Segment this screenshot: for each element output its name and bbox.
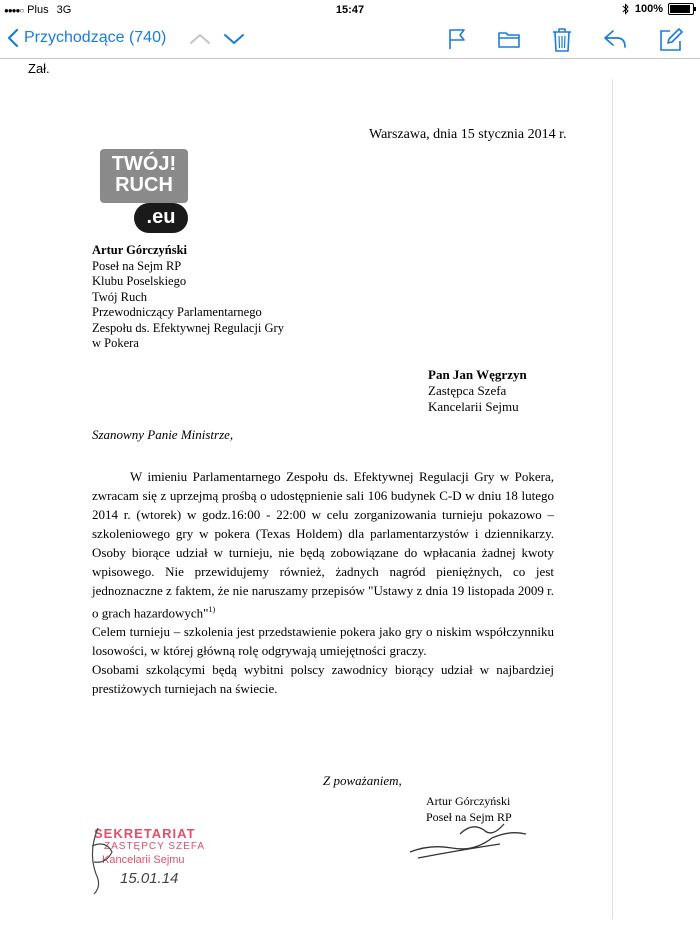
battery-fill xyxy=(670,5,690,13)
network-label: 3G xyxy=(56,4,72,16)
compose-icon[interactable] xyxy=(658,27,684,53)
recipient-name: Pan Jan Węgrzyn xyxy=(428,367,527,382)
stamp-line: ZASTĘPCY SZEFA xyxy=(104,841,206,852)
flag-icon[interactable] xyxy=(446,27,468,51)
back-button[interactable] xyxy=(6,28,166,48)
status-bar xyxy=(0,0,700,20)
back-button-label: Przychodzące (740) xyxy=(24,29,167,46)
footnote-mark: 1) xyxy=(208,605,216,614)
sender-line: Poseł na Sejm RP xyxy=(92,258,182,273)
scan-edge xyxy=(612,79,613,919)
attachment-label: Zał. xyxy=(28,61,50,76)
battery-percent: 100% xyxy=(634,3,663,15)
closing: Z poważaniem, xyxy=(323,773,402,788)
attachment-document xyxy=(0,59,700,933)
sender-line: Zespołu ds. Efektywnej Regulacji Gry xyxy=(92,320,284,335)
stamp-initials-scribble xyxy=(86,822,126,897)
sender-line: Przewodniczący Parlamentarnego xyxy=(92,305,262,319)
bluetooth-icon xyxy=(622,3,630,15)
registry-stamp xyxy=(86,822,221,897)
folder-icon[interactable] xyxy=(497,27,521,51)
recipient-line: Zastępca Szefa xyxy=(428,383,507,398)
recipient-line: Kancelarii Sejmu xyxy=(428,399,519,414)
reply-icon[interactable] xyxy=(602,27,628,51)
stamp-line: Kancelarii Sejmu xyxy=(102,854,185,866)
chevron-down-icon[interactable] xyxy=(222,29,246,49)
sender-name: Artur Górczyński xyxy=(92,243,188,257)
stamp-line: SEKRETARIAT xyxy=(94,826,196,841)
chevron-up-icon[interactable] xyxy=(188,29,212,49)
recipient-block xyxy=(428,367,527,415)
status-right xyxy=(622,3,694,15)
signal-strength-icon: ●●●●○ xyxy=(4,5,24,15)
body-paragraph: Celem turnieju – szkolenia jest przedstawienie pokera jako gry o niskim współczynniku losowości, w której główną rolę odgrywają umiejętności graczy. xyxy=(92,624,554,659)
logo-domain-badge: .eu xyxy=(134,203,188,233)
signer-title: Poseł na Sejm RP xyxy=(426,810,512,824)
stamp-date: 15.01.14 xyxy=(120,870,179,887)
carrier-label: Plus xyxy=(27,4,49,16)
clock: 15:47 xyxy=(335,4,365,16)
chevron-left-icon xyxy=(6,28,20,48)
letter-body xyxy=(92,467,554,698)
signature-scribble xyxy=(400,804,540,864)
letter-date: Warszawa, dnia 15 stycznia 2014 r. xyxy=(369,127,567,142)
mail-toolbar xyxy=(0,20,700,59)
sender-block xyxy=(92,243,284,352)
sender-line: w Pokera xyxy=(92,336,139,350)
twoj-ruch-logo: TWÓJ! RUCH xyxy=(100,149,188,203)
body-paragraph: W imieniu Parlamentarnego Zespołu ds. Efektywnej Regulacji Gry w Pokera, zwracam się z uprzejmą prośbą o udostępnienie sali 106 budynek C-D w dniu 18 lutego 2014 r. (wtorek) w godz.16:00 - 22:00 w celu zorganizowania turnieju pokazowo – szkoleniowego gry w pokera (Texas Holdem) dla parlamentarzystów i dziennikarzy. Osoby biorące udział w turnieju, nie będą zobowiązane do wpłacania żadnej kwoty wpisowego. Nie przewidujemy również, żadnych nagród pieniężnych, co jest jednoznaczne z faktem, że nie naruszamy przepisów "Ustawy z dnia 19 listopada 2009 r. o grach hazardowych"$^{1)}$ xyxy=(92,469,554,621)
body-paragraph: Osobami szkolącymi będą wybitni polscy zawodnicy biorący udział w najbardziej prestiżowych turniejach na świecie. xyxy=(92,662,554,697)
trash-icon[interactable] xyxy=(551,27,573,53)
signer-name: Artur Górczyński xyxy=(426,794,511,808)
salutation: Szanowny Panie Ministrze, xyxy=(92,427,234,442)
sender-line: Klubu Poselskiego xyxy=(92,274,187,288)
battery-icon xyxy=(668,3,694,15)
sender-line: Twój Ruch xyxy=(92,289,148,304)
